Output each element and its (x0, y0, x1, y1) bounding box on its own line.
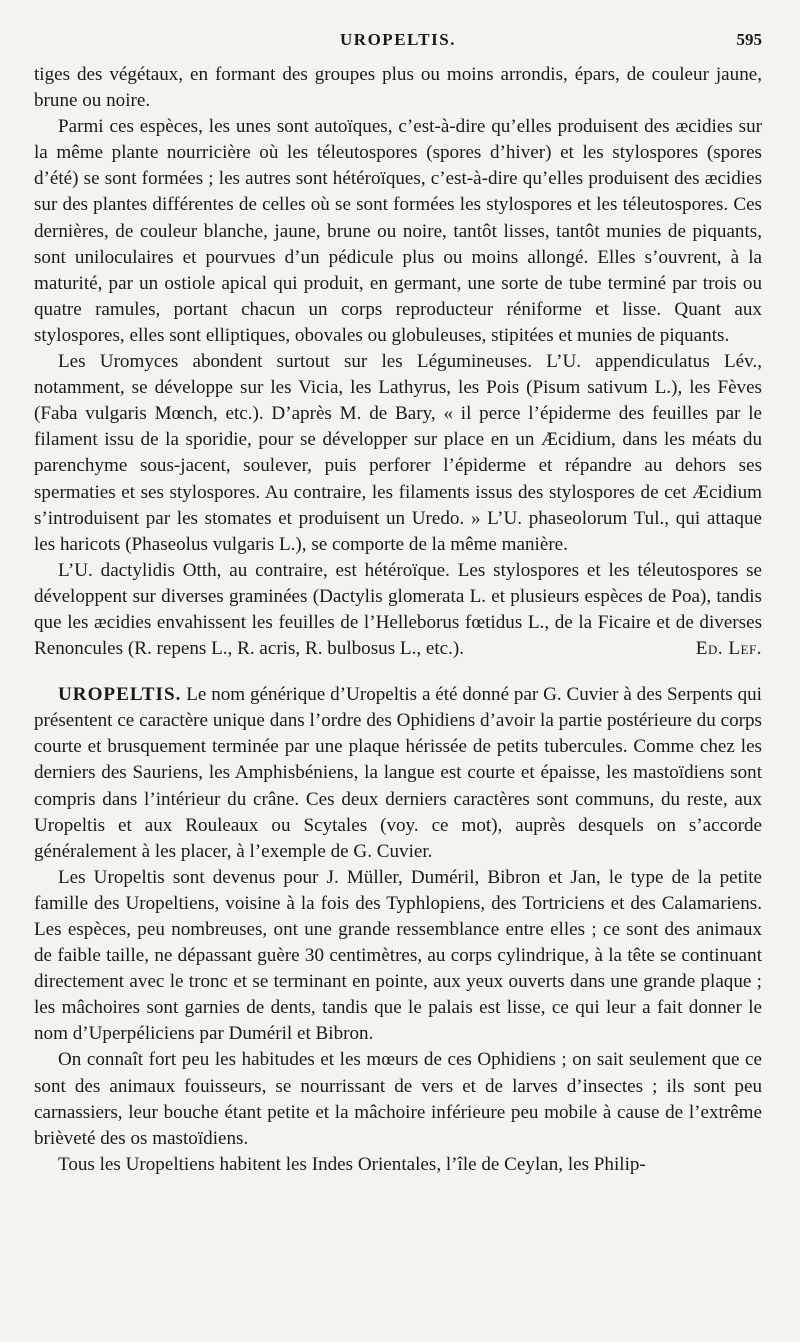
author-signature: Ed. Lef. (695, 638, 762, 660)
paragraph: Les Uromyces abondent surtout sur les Légumineuses. L’U. appendiculatus Lév., notamment, se développe sur les Vicia, les Lathyrus, les Pois (Pisum sativum L.), les Fèves (Faba vulgaris Mœnch, etc.). D’après M. de Bary, « il perce l’épiderme des feuilles par le filament issu de la sporidie, pour se développer sur place en un Æcidium, dans les méats du parenchyme sous-jacent, soulever, puis perforer l’épiderme et répandre au dehors ses spermaties et ses stylospores. Au contraire, les filaments issus des stylospores de cet Æcidium s’introduisent par les stomates et produisent un Uredo. » L’U. phaseolorum Tul., qui attaque les haricots (Phaseolus vulgaris L.), se comporte de la même manière. (34, 351, 762, 555)
entry-headword: UROPELTIS. (58, 684, 182, 706)
paragraph: tiges des végétaux, en formant des groupes plus ou moins arrondis, épars, de couleur jaune, brune ou noire. (34, 64, 762, 112)
page-header (34, 28, 762, 62)
paragraph: L’U. dactylidis Otth, au contraire, est hétéroïque. Les stylospores et les téleutospores se développent sur diverses graminées (Dactylis glomerata L. et plusieurs espèces de Poa), tandis que les æcidies envahissent les feuilles de l’Helleborus fœtidus L., de la Ficaire et de diverses Renoncules (R. repens L., R. acris, R. bulbosus L., etc.). Ed. Lef. (34, 558, 762, 662)
paragraph: On connaît fort peu les habitudes et les mœurs de ces Ophidiens ; on sait seulement que ce sont des animaux fouisseurs, se nourrissant de vers et de larves d’insectes ; ils sont peu carnassiers, leur bouche étant petite et la mâchoire inférieure peu mobile à cause de l’extrême brièveté des os mastoïdiens. (34, 1049, 762, 1149)
paragraph: Tous les Uropeltiens habitent les Indes Orientales, l’île de Ceylan, les Philip- (58, 1153, 646, 1175)
article-body (34, 62, 762, 1178)
page-number: 595 (736, 30, 762, 49)
dictionary-entry: UROPELTIS. Le nom générique d’Uropeltis a été donné par G. Cuvier à des Serpents qui présentent ce caractère unique dans l’ordre des Ophidiens d’avoir la partie postérieure du corps courte et brusquement terminée par une plaque hérissée de petits tubercules. Comme chez les derniers des Sauriens, les Amphisbéniens, la langue est courte et épaisse, les mastoïdiens sont compris dans l’intérieur du crâne. Ces deux derniers caractères sont communs, du reste, aux Uropeltis et aux Rouleaux ou Scytales (voy. ce mot), auprès desquels on s’accorde généralement à les placer, à l’exemple de G. Cuvier. (34, 684, 762, 862)
running-title: UROPELTIS. (340, 30, 456, 49)
paragraph: Les Uropeltis sont devenus pour J. Müller, Duméril, Bibron et Jan, le type de la petite famille des Uropeltiens, voisine à la fois des Typhlopiens, des Tortriciens et des Calamariens. Les espèces, peu nombreuses, ont une grande ressemblance entre elles ; ce sont des animaux de faible taille, ne dépassant guère 30 centimètres, au corps cylindrique, à la tête se continuant directement avec le tronc et se terminant en pointe, aux yeux ouverts dans une grande plaque ; les mâchoires sont garnies de dents, tandis que le palais est lisse, ce qui leur a fait donner le nom d’Uperpéliciens par Duméril et Bibron. (34, 866, 762, 1045)
paragraph: Parmi ces espèces, les unes sont autoïques, c’est-à-dire qu’elles produisent des æcidies sur la même plante nourricière où les téleutospores (spores d’hiver) et les stylospores (spores d’été) se sont formées ; les autres sont hétéroïques, c’est-à-dire qu’elles produisent des æcidies sur des plantes différentes de celles où se sont formées les stylospores et les téleutospores. Ces dernières, de couleur blanche, jaune, brune ou noire, tantôt lisses, tantôt munies de piquants, sont uniloculaires et pourvues d’un pédicule plus ou moins allongé. Elles s’ouvrent, à la maturité, par un ostiole apical qui produit, en germant, une sorte de tube terminé par trois ou quatre ramules, portant chacun un corps reproducteur réniforme et lisse. Quant aux stylospores, elles sont elliptiques, obovales ou globuleuses, stipitées et munies de piquants. (34, 116, 762, 346)
